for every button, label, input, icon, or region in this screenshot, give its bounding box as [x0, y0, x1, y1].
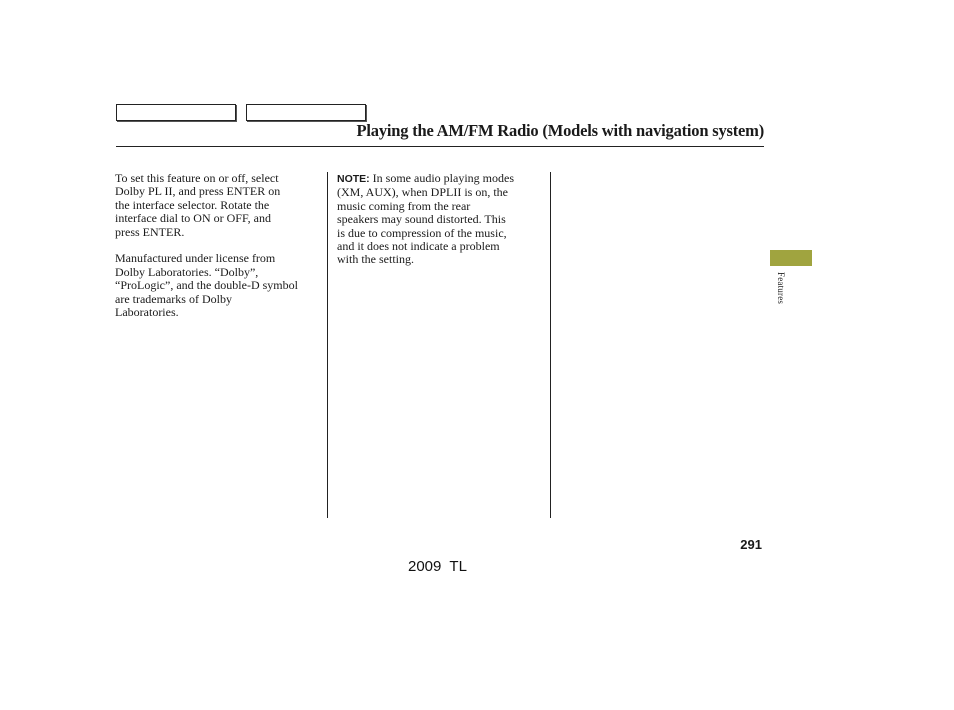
text-column-1 [115, 172, 323, 319]
column-divider [327, 172, 328, 518]
text-line: is due to compression of the music, [337, 225, 507, 240]
text-line: with the setting. [337, 252, 414, 267]
text-line: Dolby PL II, and press ENTER on [115, 184, 281, 199]
text-line: interface dial to ON or OFF, and [115, 211, 271, 226]
dolby-setting-paragraph [115, 172, 323, 239]
page-number: 291 [740, 537, 762, 552]
text-line: speakers may sound distorted. This [337, 212, 506, 227]
note-text: In some audio playing modes [369, 171, 514, 185]
footer-model: 2009 TL [408, 558, 467, 575]
text-line: are trademarks of Dolby [115, 291, 232, 306]
previous-page-button[interactable] [116, 104, 236, 121]
column-divider [550, 172, 551, 518]
section-label: Features [776, 272, 786, 305]
text-line: music coming from the rear [337, 198, 471, 213]
text-line: Laboratories. [115, 305, 179, 320]
text-column-2 [337, 172, 543, 267]
text-line: (XM, AUX), when DPLII is on, the [337, 185, 508, 200]
text-line: press ENTER. [115, 224, 185, 239]
page-title: Playing the AM/FM Radio (Models with navigation system) [356, 121, 764, 140]
text-line: the interface selector. Rotate the [115, 197, 270, 212]
text-line: and it does not indicate a problem [337, 239, 500, 254]
note-paragraph [337, 172, 543, 267]
text-line: Manufactured under license from [115, 251, 276, 266]
note-label: NOTE: [337, 173, 370, 185]
text-line: Dolby Laboratories. “Dolby”, [115, 264, 259, 279]
title-divider [116, 146, 764, 147]
text-line [337, 172, 543, 186]
text-line: “ProLogic”, and the double-D symbol [115, 278, 298, 293]
next-page-button[interactable] [246, 104, 366, 121]
text-line: To set this feature on or off, select [115, 171, 279, 185]
section-tab[interactable] [770, 250, 812, 266]
trademark-paragraph [115, 252, 323, 319]
